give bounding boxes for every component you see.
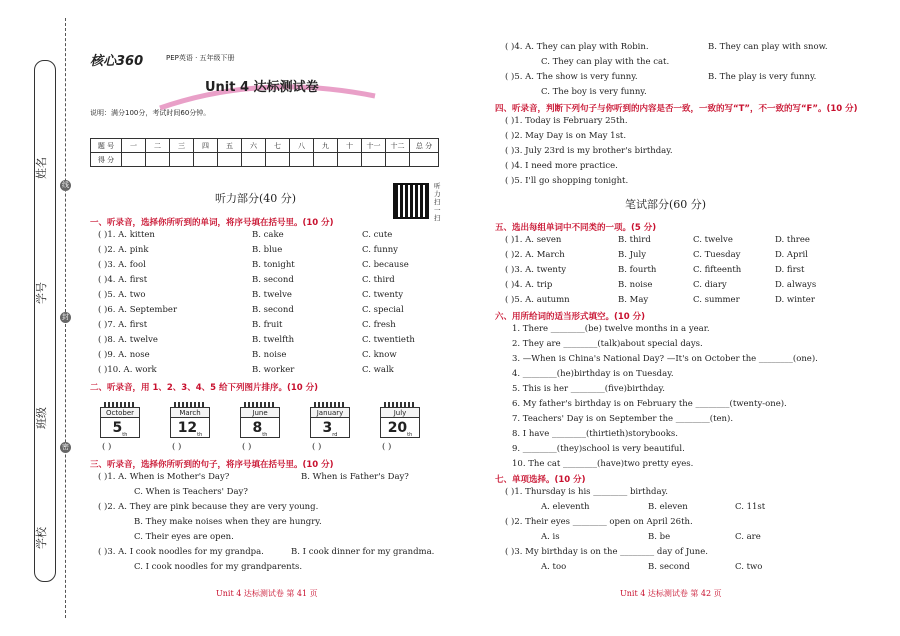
option-cell: B. twelve <box>252 290 292 300</box>
written-section-title: 笔试部分(60 分) <box>625 198 707 211</box>
calendar-month: June <box>240 407 280 418</box>
qr-code-icon[interactable] <box>393 183 429 219</box>
option-cell: B. noise <box>618 280 653 290</box>
score-input[interactable] <box>362 153 386 167</box>
fill-item: 4. ________(he)birthday is on Tuesday. <box>512 369 674 379</box>
option-cell: B. third <box>618 235 651 245</box>
section-7-heading: 七、单项选择。(10 分) <box>495 475 586 485</box>
option-cell: C. special <box>362 305 404 315</box>
s3-q4-c: C. They can play with the cat. <box>541 57 670 67</box>
s7-q3-stem: ( )3. My birthday is on the ________ day of June. <box>505 547 708 557</box>
binding-strip <box>0 0 78 636</box>
judge-item: ( )1. Today is February 25th. <box>505 116 628 126</box>
option-cell: B. fruit <box>252 320 283 330</box>
option-cell: D. first <box>775 265 805 275</box>
calendar-icon <box>240 402 280 438</box>
option-cell: C. know <box>362 350 397 360</box>
score-cell: 六 <box>242 139 266 153</box>
calendar-day-number: 3 <box>322 420 333 436</box>
answer-blank[interactable]: ( ) <box>172 442 182 452</box>
s3-q4-a: ( )4. A. They can play with Robin. <box>505 42 649 52</box>
answer-blank[interactable]: ( ) <box>382 442 392 452</box>
score-input[interactable] <box>146 153 170 167</box>
option-cell: ( )7. A. first <box>98 320 148 330</box>
fill-item: 8. I have ________(thirtieth)storybooks. <box>512 429 678 439</box>
option-cell: B. cake <box>252 230 284 240</box>
calendar-day <box>240 417 280 438</box>
s3-q5-b: B. The play is very funny. <box>708 72 817 82</box>
fill-item: 1. There ________(be) twelve months in a year. <box>512 324 710 334</box>
score-cell: 七 <box>266 139 290 153</box>
option-cell: B. May <box>618 295 649 305</box>
calendar-icon <box>380 402 420 438</box>
calendar-day-suffix: th <box>407 431 413 438</box>
score-input[interactable] <box>194 153 218 167</box>
s7-q3-a: A. too <box>541 562 567 572</box>
option-cell: ( )1. A. kitten <box>98 230 155 240</box>
calendar-day <box>170 417 210 438</box>
judge-item: ( )5. I'll go shopping tonight. <box>505 176 629 186</box>
mark-secret: 密 <box>62 443 69 451</box>
fill-item: 10. The cat ________(have)two pretty eyes. <box>512 459 694 469</box>
s7-q1-c: C. 11st <box>735 502 766 512</box>
s3-q2-c: C. Their eyes are open. <box>134 532 234 542</box>
calendar-day-number: 8 <box>252 420 263 436</box>
score-input[interactable] <box>386 153 410 167</box>
option-cell: B. noise <box>252 350 287 360</box>
s7-q2-c: C. are <box>735 532 761 542</box>
option-cell: ( )5. A. autumn <box>505 295 570 305</box>
option-cell: C. fifteenth <box>693 265 742 275</box>
option-cell: B. twelfth <box>252 335 295 345</box>
judge-item: ( )3. July 23rd is my brother's birthday. <box>505 146 673 156</box>
option-cell: B. second <box>252 305 294 315</box>
score-cell: 二 <box>146 139 170 153</box>
score-input[interactable] <box>242 153 266 167</box>
section-5-heading: 五、选出每组单词中不同类的一项。(5 分) <box>495 223 657 233</box>
score-cell: 十二 <box>386 139 410 153</box>
option-cell: C. fresh <box>362 320 396 330</box>
option-cell: ( )4. A. first <box>98 275 148 285</box>
s3-q4-b: B. They can play with snow. <box>708 42 828 52</box>
s7-q3-b: B. second <box>648 562 690 572</box>
score-cell: 一 <box>122 139 146 153</box>
calendar-row <box>100 402 440 457</box>
s7-q3-c: C. two <box>735 562 763 572</box>
score-cell: 三 <box>170 139 194 153</box>
fill-item: 3. —When is China's National Day? —It's on October the ________(one). <box>512 354 818 364</box>
section-4-heading: 四、听录音，判断下列句子与你听到的内容是否一致，一致的写“T”，不一致的写“F”。(10 分) <box>495 104 858 114</box>
option-cell: ( )2. A. March <box>505 250 565 260</box>
s7-q2-a: A. is <box>541 532 560 542</box>
option-cell: B. second <box>252 275 294 285</box>
option-cell: B. blue <box>252 245 283 255</box>
s7-q1-a: A. eleventh <box>541 502 590 512</box>
calendar-day-number: 5 <box>112 420 123 436</box>
option-cell: D. winter <box>775 295 815 305</box>
calendar-day-number: 20 <box>387 420 408 436</box>
score-input[interactable] <box>218 153 242 167</box>
score-header-row <box>91 139 439 153</box>
section-6-heading: 六、用所给词的适当形式填空。(10 分) <box>495 312 646 322</box>
option-cell: D. April <box>775 250 808 260</box>
calendar-month: October <box>100 407 140 418</box>
judge-item: ( )2. May Day is on May 1st. <box>505 131 627 141</box>
qr-label: 听力扫一扫 <box>434 182 441 222</box>
score-cell: 得 分 <box>91 153 122 167</box>
calendar-icon <box>170 402 210 438</box>
option-cell: B. July <box>618 250 647 260</box>
fill-item: 2. They are ________(talk)about special days. <box>512 339 703 349</box>
calendar-icon <box>310 402 350 438</box>
score-cell: 五 <box>218 139 242 153</box>
calendar-day-suffix: th <box>197 431 203 438</box>
score-input[interactable] <box>314 153 338 167</box>
option-cell: ( )4. A. trip <box>505 280 553 290</box>
option-cell: B. tonight <box>252 260 295 270</box>
option-cell: C. twelve <box>693 235 733 245</box>
option-cell: C. Tuesday <box>693 250 741 260</box>
fill-item: 9. ________(they)school is very beautiful. <box>512 444 685 454</box>
right-page-footer: Unit 4 达标测试卷 第 42 页 <box>620 589 722 598</box>
student-id-label: 学号 <box>35 282 48 304</box>
s3-q1-b: B. When is Father's Day? <box>301 472 409 482</box>
judge-item: ( )4. I need more practice. <box>505 161 618 171</box>
option-cell: C. summer <box>693 295 740 305</box>
section-2-heading: 二、听录音，用 1、2、3、4、5 给下列图片排序。(10 分) <box>90 383 319 393</box>
option-cell: D. three <box>775 235 810 245</box>
answer-blank[interactable]: ( ) <box>312 442 322 452</box>
score-cell: 总 分 <box>410 139 439 153</box>
calendar-month: March <box>170 407 210 418</box>
score-value-row <box>91 153 439 167</box>
option-cell: ( )3. A. twenty <box>505 265 567 275</box>
score-cell: 题 号 <box>91 139 122 153</box>
calendar-day-number: 12 <box>177 420 198 436</box>
school-label: 学校 <box>35 527 48 549</box>
s7-q2-b: B. be <box>648 532 671 542</box>
score-input[interactable] <box>266 153 290 167</box>
calendar-day <box>380 417 420 438</box>
option-cell: C. walk <box>362 365 394 375</box>
fill-item: 7. Teachers' Day is on September the ________(ten). <box>512 414 734 424</box>
name-label: 姓名 <box>35 157 48 179</box>
option-cell: C. cute <box>362 230 393 240</box>
calendar-day-suffix: th <box>262 431 268 438</box>
s3-q2-b: B. They make noises when they are hungry. <box>134 517 322 527</box>
logo: 核心360 <box>90 54 144 69</box>
calendar-day <box>100 417 140 438</box>
s7-q2-stem: ( )2. Their eyes ________ open on April 26th. <box>505 517 693 527</box>
s3-q3-c: C. I cook noodles for my grandparents. <box>134 562 303 572</box>
left-page-footer: Unit 4 达标测试卷 第 41 页 <box>216 589 318 598</box>
score-cell: 九 <box>314 139 338 153</box>
score-cell: 八 <box>290 139 314 153</box>
s7-q1-stem: ( )1. Thursday is his ________ birthday. <box>505 487 668 497</box>
listening-section-title: 听力部分(40 分) <box>215 192 297 205</box>
section-3-heading: 三、听录音，选择你所听到的句子，将序号填在括号里。(10 分) <box>90 460 334 470</box>
option-cell: D. always <box>775 280 817 290</box>
s3-q2-a: ( )2. A. They are pink because they are very young. <box>98 502 319 512</box>
fill-item: 6. My father's birthday is on February the ________(twenty-one). <box>512 399 787 409</box>
score-input[interactable] <box>122 153 146 167</box>
calendar-day-suffix: rd <box>332 431 338 438</box>
score-cell: 十一 <box>362 139 386 153</box>
score-input[interactable] <box>338 153 362 167</box>
calendar-month: July <box>380 407 420 418</box>
calendar-day <box>310 417 350 438</box>
score-table <box>90 138 439 167</box>
calendar-month: January <box>310 407 350 418</box>
answer-blank[interactable]: ( ) <box>102 442 112 452</box>
calendar-day-suffix: th <box>122 431 128 438</box>
calendar-icon <box>100 402 140 438</box>
s3-q1-a: ( )1. A. When is Mother's Day? <box>98 472 230 482</box>
s7-q1-b: B. eleven <box>648 502 688 512</box>
option-cell: ( )5. A. two <box>98 290 146 300</box>
option-cell: C. third <box>362 275 395 285</box>
option-cell: ( )9. A. nose <box>98 350 150 360</box>
series-label: PEP英语 · 五年级下册 <box>166 54 235 62</box>
option-cell: C. because <box>362 260 409 270</box>
s3-q5-a: ( )5. A. The show is very funny. <box>505 72 638 82</box>
answer-blank[interactable]: ( ) <box>242 442 252 452</box>
option-cell: ( )2. A. pink <box>98 245 149 255</box>
option-cell: ( )6. A. September <box>98 305 178 315</box>
score-cell: 十 <box>338 139 362 153</box>
option-cell: C. twentieth <box>362 335 415 345</box>
option-cell: ( )10. A. work <box>98 365 157 375</box>
mark-line: 线 <box>62 181 69 189</box>
score-cell: 四 <box>194 139 218 153</box>
s3-q1-c: C. When is Teachers' Day? <box>134 487 248 497</box>
score-input[interactable] <box>170 153 194 167</box>
binding-frame <box>34 60 56 582</box>
s3-q3-b: B. I cook dinner for my grandma. <box>291 547 435 557</box>
option-cell: C. funny <box>362 245 398 255</box>
option-cell: ( )1. A. seven <box>505 235 562 245</box>
instructions-note: 说明：满分100分，考试时间60分钟。 <box>90 109 211 117</box>
option-cell: B. worker <box>252 365 295 375</box>
section-1-heading: 一、听录音，选择你所听到的单词，将序号填在括号里。(10 分) <box>90 218 334 228</box>
s3-q5-c: C. The boy is very funny. <box>541 87 647 97</box>
class-label: 班级 <box>35 407 48 429</box>
fill-item: 5. This is her ________(five)birthday. <box>512 384 665 394</box>
page-title: Unit 4 达标测试卷 <box>205 80 319 95</box>
score-input[interactable] <box>290 153 314 167</box>
mark-seal: 封 <box>62 313 69 321</box>
score-input[interactable] <box>410 153 439 167</box>
s3-q3-a: ( )3. A. I cook noodles for my grandpa. <box>98 547 264 557</box>
option-cell: ( )3. A. fool <box>98 260 146 270</box>
option-cell: ( )8. A. twelve <box>98 335 158 345</box>
option-cell: C. twenty <box>362 290 404 300</box>
option-cell: C. diary <box>693 280 727 290</box>
option-cell: B. fourth <box>618 265 657 275</box>
